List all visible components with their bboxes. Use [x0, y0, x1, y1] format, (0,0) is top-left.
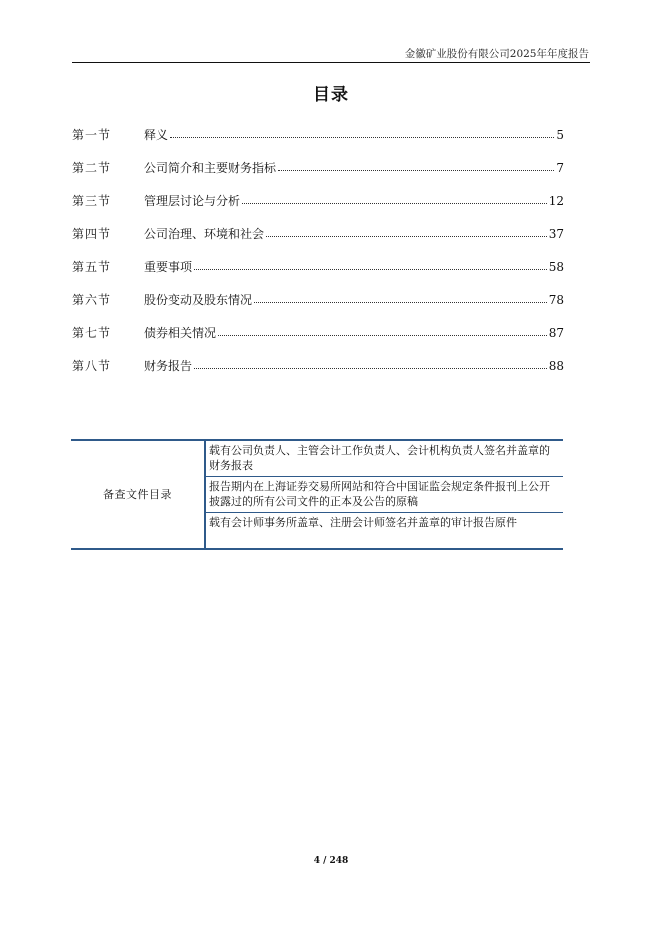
toc-page-number: 78: [548, 293, 564, 307]
toc-leader-dots: [170, 128, 554, 138]
toc-section-name: 财务报告: [144, 359, 193, 373]
toc-section-number: 第三节: [72, 194, 112, 208]
reference-doc-item: 报告期内在上海证券交易所网站和符合中国证监会规定条件报刊上公开披露过的所有公司文件的正本及公告的原稿: [205, 477, 563, 513]
reference-documents-table: [71, 439, 563, 550]
toc-entry[interactable]: [72, 225, 564, 258]
toc-entry[interactable]: [72, 291, 564, 324]
toc-leader-dots: [278, 161, 554, 171]
toc-leader-dots: [254, 293, 547, 303]
toc-title: 目录: [313, 85, 349, 105]
toc-section-number: 第四节: [72, 227, 112, 241]
toc-section-name: 管理层讨论与分析: [144, 194, 241, 208]
toc-page-number: 88: [548, 359, 564, 373]
toc-section-name: 债券相关情况: [144, 326, 217, 340]
page-number: 4 / 248: [313, 856, 349, 866]
table-of-contents: [72, 126, 564, 390]
reference-docs-label: 备查文件目录: [71, 440, 205, 549]
toc-section-number: 第五节: [72, 260, 112, 274]
toc-page-number: 87: [548, 326, 564, 340]
header-divider: [72, 62, 590, 63]
toc-page-number: 58: [548, 260, 564, 274]
toc-section-name: 公司简介和主要财务指标: [144, 161, 277, 175]
toc-leader-dots: [242, 194, 547, 204]
toc-leader-dots: [194, 359, 547, 369]
toc-leader-dots: [218, 326, 547, 336]
report-header-title: 金徽矿业股份有限公司2025年年度报告: [404, 48, 589, 60]
toc-entry[interactable]: [72, 324, 564, 357]
table-row: [71, 440, 563, 477]
toc-section-number: 第八节: [72, 359, 112, 373]
toc-section-name: 公司治理、环境和社会: [144, 227, 265, 241]
toc-leader-dots: [194, 260, 547, 270]
toc-section-number: 第二节: [72, 161, 112, 175]
toc-section-name: 释义: [144, 128, 169, 142]
toc-section-name: 股份变动及股东情况: [144, 293, 253, 307]
toc-section-number: 第一节: [72, 128, 112, 142]
toc-section-number: 第七节: [72, 326, 112, 340]
toc-entry[interactable]: [72, 357, 564, 390]
toc-entry[interactable]: [72, 159, 564, 192]
toc-leader-dots: [266, 227, 547, 237]
reference-doc-item: 载有会计师事务所盖章、注册会计师签名并盖章的审计报告原件: [209, 516, 517, 529]
toc-section-name: 重要事项: [144, 260, 193, 274]
toc-page-number: 12: [548, 194, 564, 208]
toc-page-number: 7: [556, 161, 564, 175]
toc-entry[interactable]: [72, 192, 564, 225]
toc-entry[interactable]: [72, 126, 564, 159]
reference-doc-item: 载有公司负责人、主管会计工作负责人、会计机构负责人签名并盖章的财务报表: [205, 440, 563, 477]
toc-page-number: 37: [548, 227, 564, 241]
toc-page-number: 5: [556, 128, 564, 142]
toc-section-number: 第六节: [72, 293, 112, 307]
toc-entry[interactable]: [72, 258, 564, 291]
